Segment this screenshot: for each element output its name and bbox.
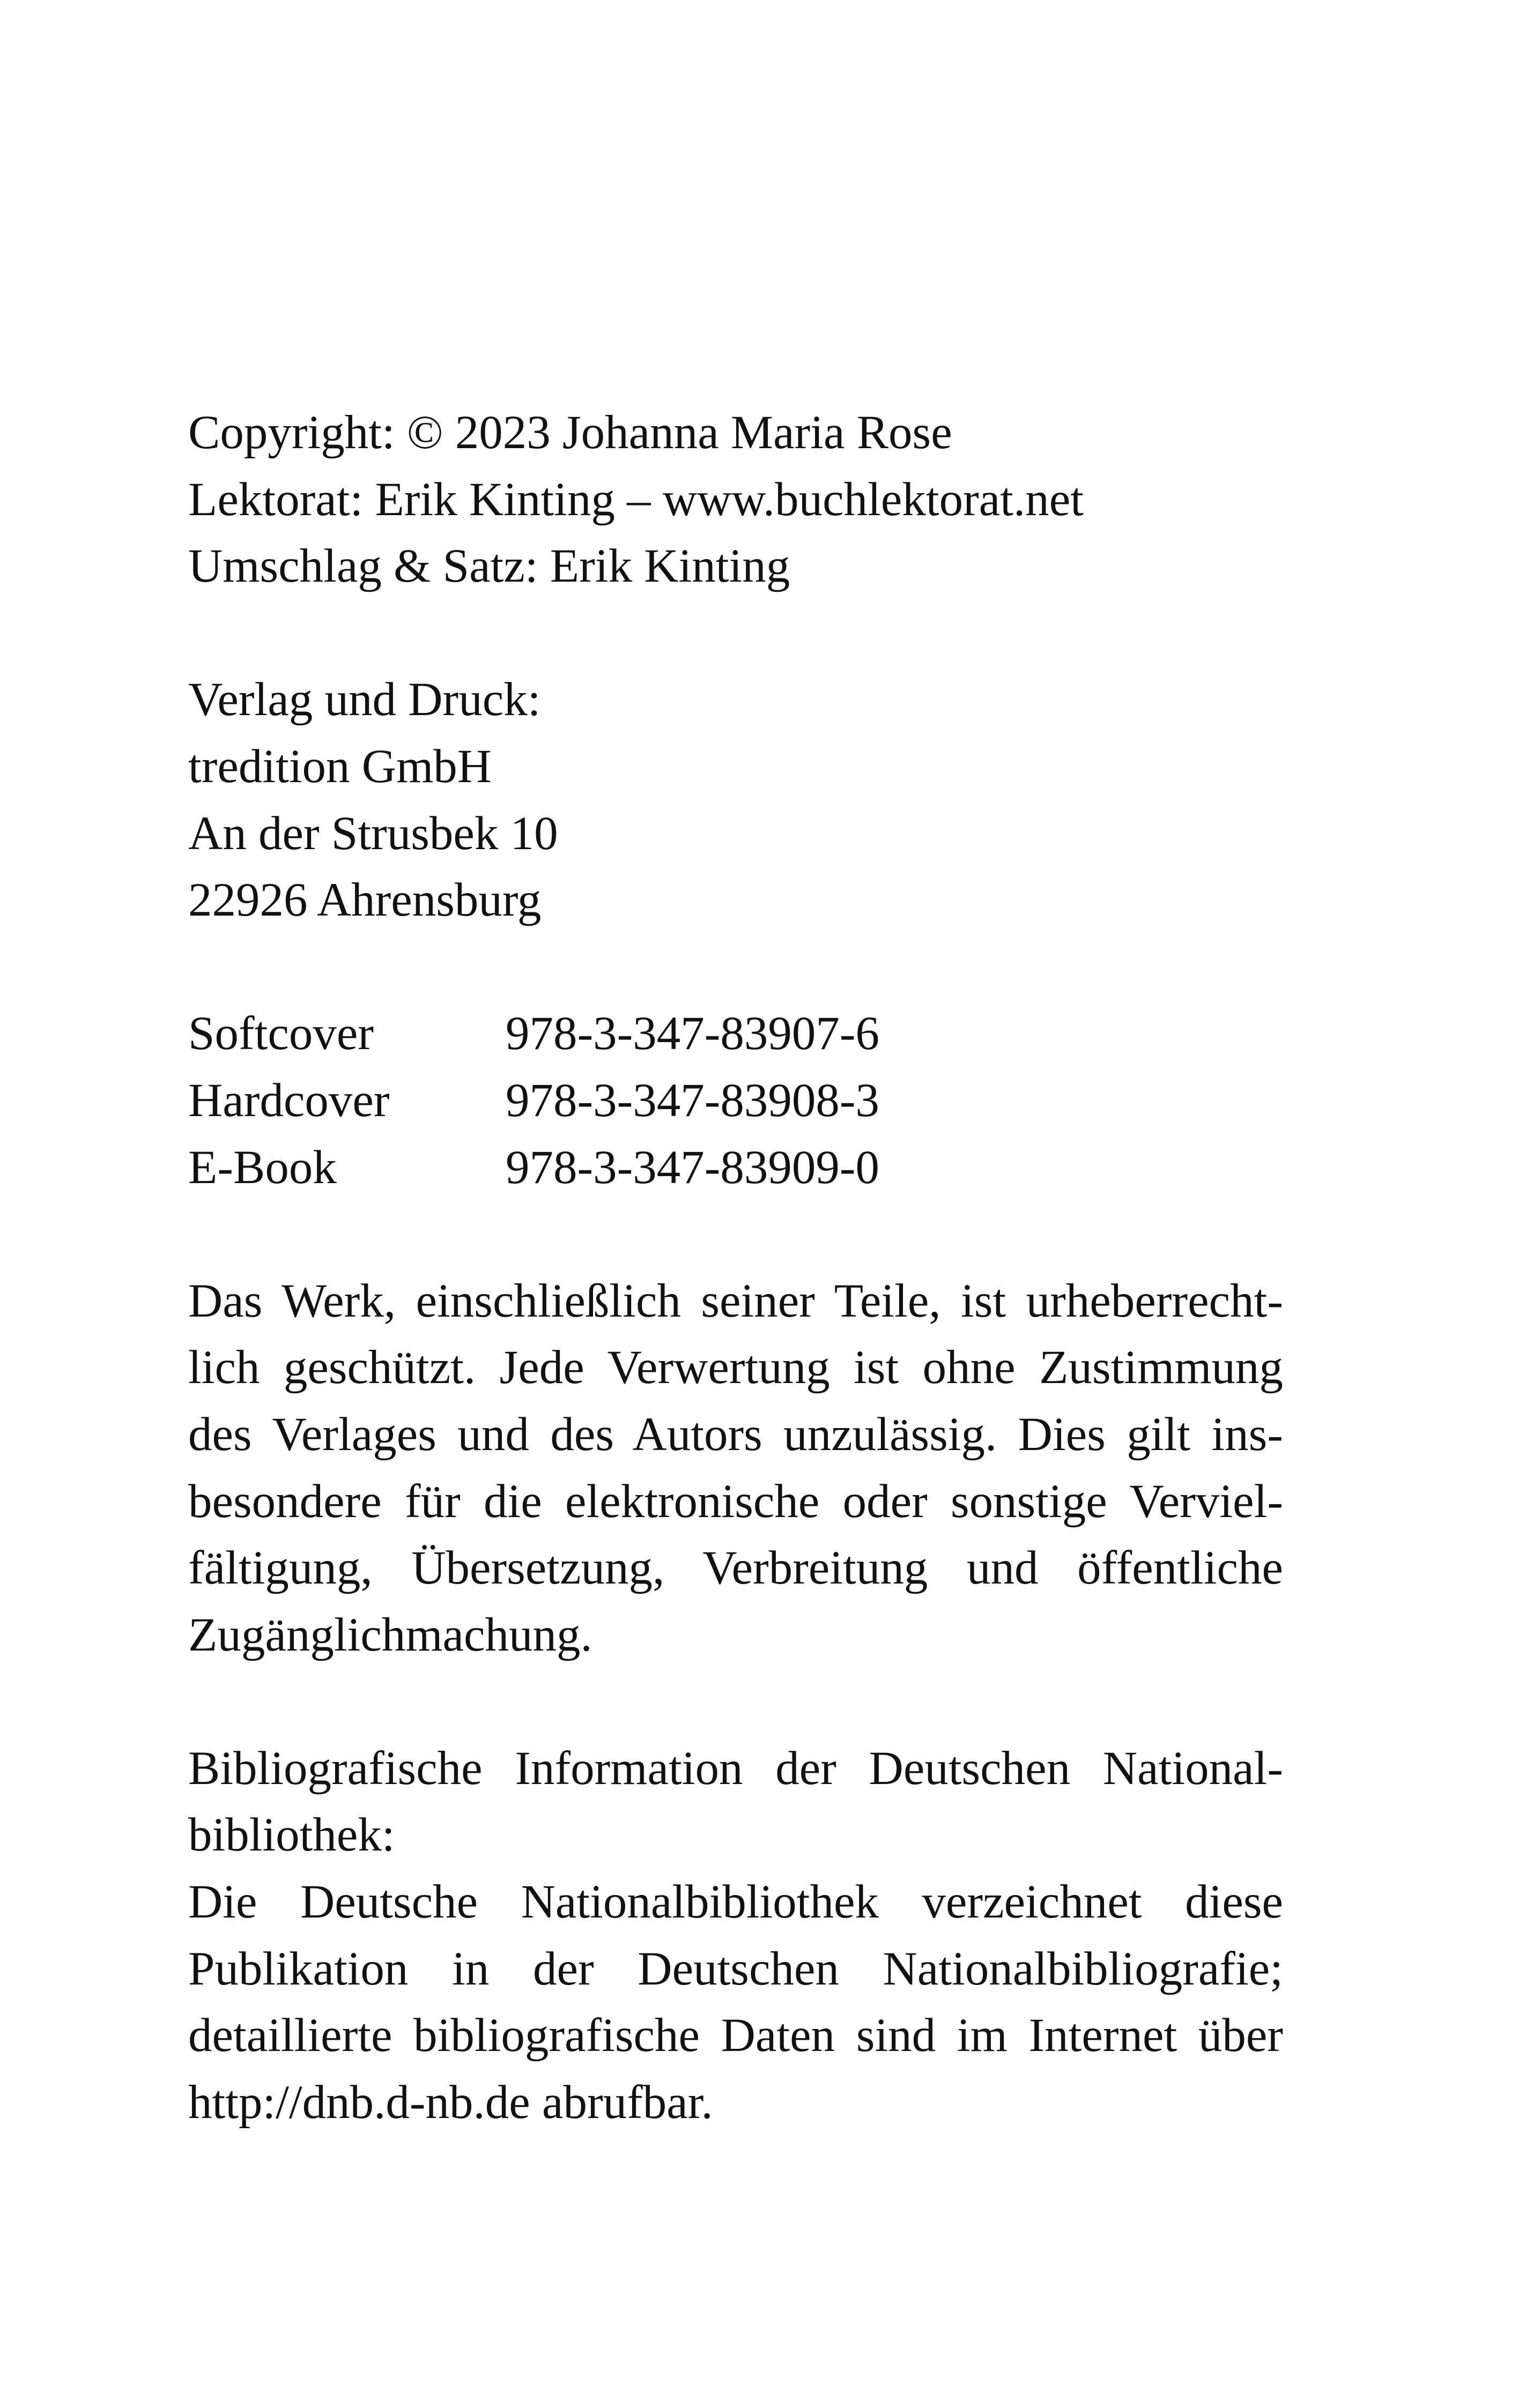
copyright-block [188,399,1283,600]
spacer [188,1668,1283,1735]
rights-notice-line: des Verlages und des Autors unzulässig. Dies gilt ins- [188,1408,1283,1461]
isbn-row-hardcover [188,1067,1283,1134]
rights-notice-paragraph [188,1268,1283,1669]
bibliographic-info-line: detaillierte bibliografische Daten sind im Internet über [188,2009,1283,2062]
publisher-street: An der Strusbek 10 [188,807,558,860]
isbn-number: 978-3-347-83907-6 [506,1007,880,1060]
isbn-number: 978-3-347-83908-3 [506,1074,880,1127]
rights-notice-line: besondere für die elektronische oder sonstige Verviel- [188,1475,1283,1528]
isbn-row-ebook [188,1134,1283,1201]
isbn-number: 978-3-347-83909-0 [506,1141,880,1194]
copyright-line: Copyright: © 2023 Johanna Maria Rose [188,406,952,459]
publisher-city: 22926 Ahrensburg [188,874,542,927]
publisher-name: tredition GmbH [188,740,492,793]
spacer [188,934,1283,1001]
imprint-page [188,399,1283,2136]
cover-layout-line: Umschlag & Satz: Erik Kinting [188,540,790,593]
rights-notice-line: Das Werk, einschließlich seiner Teile, ist urheberrecht- [188,1274,1283,1327]
editing-line: Lektorat: Erik Kinting – www.buchlektorat.net [188,473,1084,526]
isbn-table [188,1000,1283,1201]
publisher-block [188,666,1283,933]
rights-notice-line: lich geschützt. Jede Verwertung ist ohne Zustimmung [188,1341,1283,1394]
bibliographic-info-line: Die Deutsche Nationalbibliothek verzeichnet diese [188,1876,1283,1929]
bibliographic-info-line: Bibliografische Information der Deutschen National- [188,1742,1283,1795]
spacer [188,600,1283,667]
isbn-format: Softcover [188,1007,374,1060]
rights-notice-line: Zugänglichmachung. [188,1608,592,1661]
rights-notice-line: fältigung, Übersetzung, Verbreitung und öffentliche [188,1542,1283,1595]
isbn-row-softcover [188,1000,1283,1067]
isbn-format: E-Book [188,1141,337,1194]
dnb-link-line: http://dnb.d-nb.de abrufbar. [188,2076,713,2129]
publisher-heading: Verlag und Druck: [188,673,541,726]
bibliographic-info-line: Publikation in der Deutschen Nationalbibliografie; [188,1942,1283,1995]
isbn-format: Hardcover [188,1074,390,1127]
bibliographic-info-line: bibliothek: [188,1809,395,1862]
spacer [188,1201,1283,1268]
bibliographic-info-paragraph [188,1735,1283,2136]
